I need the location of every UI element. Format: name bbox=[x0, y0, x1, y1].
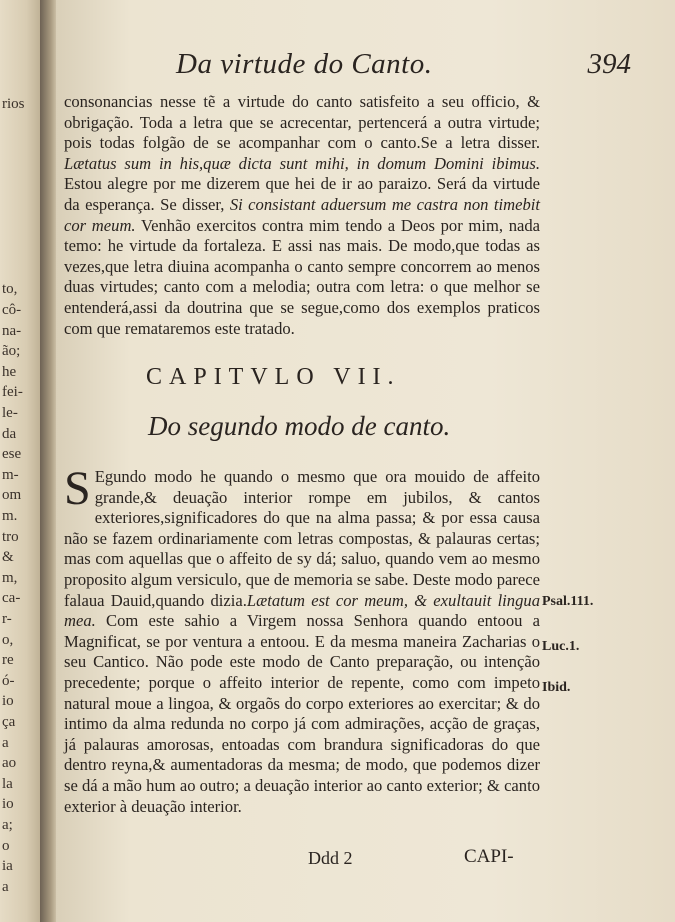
left-page-fragment: o bbox=[2, 837, 10, 854]
left-page-fragment: ca- bbox=[2, 590, 21, 607]
paragraph-2 bbox=[64, 462, 540, 817]
left-page-fragment: io bbox=[2, 693, 14, 710]
drop-cap: S bbox=[64, 462, 91, 515]
paragraph-1-segment: Lætatus sum in his,quæ dicta sunt mihi, in domum Domini ibimus. bbox=[64, 153, 540, 173]
margin-note-psal: Psal.111. bbox=[542, 594, 594, 609]
left-page-fragment: da bbox=[2, 425, 17, 442]
left-page-fragment: ça bbox=[2, 714, 16, 730]
signature-mark: Ddd 2 bbox=[308, 848, 353, 868]
chapter-heading: CAPITVLO VII. bbox=[146, 364, 401, 390]
chapter-subtitle: Do segundo modo de canto. bbox=[148, 411, 451, 441]
left-page-fragment: & bbox=[2, 549, 14, 566]
left-page-fragment: rios bbox=[2, 96, 25, 112]
left-page-fragment: tro bbox=[2, 528, 19, 545]
left-page-fragment: ao bbox=[2, 755, 17, 772]
margin-note-ibid: Ibid. bbox=[542, 680, 571, 695]
left-page-fragment: ia bbox=[2, 858, 13, 875]
left-page-fragment: he bbox=[2, 363, 17, 380]
paragraph-1-segment: consonancias nesse tẽ a virtude do canto satisfeito a seu officio, & obrigação. Toda a letra que se acrecentar, pertencerá a outra virtude; pois todas folgão de se acompanhar com o canto.Se a letra disser. bbox=[64, 92, 540, 153]
paragraph-1 bbox=[64, 92, 540, 339]
left-page-fragment: ó- bbox=[2, 672, 15, 689]
left-page-fragment: om bbox=[2, 487, 22, 504]
paragraph-2-segment: Egundo modo he quando o mesmo que ora mouido de affeito grande,& deuação interior rompe em jubilos, & cantos exteriores,significadores do que na alma passa; & por essa causa não se fazem ordinariamente com letras compostas, & palauras certas; mas com aquellas que o affeito de sy dá; saluo, quando vem ao mesmo proposito algum versiculo, que de memoria se sabe. Deste modo parece falaua Dauid,quando dizia. bbox=[64, 467, 540, 610]
left-page-fragment: m- bbox=[2, 466, 19, 483]
left-page-fragment: to, bbox=[2, 281, 18, 298]
left-page-fragment: ese bbox=[2, 446, 22, 463]
text-block bbox=[64, 92, 594, 816]
page-number: 394 bbox=[587, 48, 631, 80]
left-page-fragment: cô- bbox=[2, 302, 22, 318]
page-header bbox=[176, 46, 646, 82]
left-page-fragment: a bbox=[2, 734, 9, 751]
paragraph-1-segment: Venhão exercitos contra mim tendo a Deos por mim, nada temo: he virtude da fortaleza. E assi nas mais. De modo,que todas as vezes,que letra diuina acompanha o canto sempre concorrem ao menos duas virtudes; canto com a melodia; outra com letra: o que melhor se entenderá,assi da doutrina que se segue,como dos exemplos praticos com que remataremos este tratado. bbox=[64, 215, 541, 338]
left-page-fragment: a; bbox=[2, 817, 13, 833]
left-page-fragment: m, bbox=[2, 569, 18, 586]
left-page-fragment: ão; bbox=[2, 343, 21, 360]
paragraph-1-segment: Si consistant aduersum me castra non timebit cor meum. bbox=[64, 194, 540, 235]
left-page-fragment: re bbox=[2, 652, 14, 669]
margin-note-luc: Luc.1. bbox=[542, 639, 580, 654]
book-page bbox=[56, 0, 675, 922]
paragraph-2-segment: Lætatum est cor meum, & exultauit lingua mea. bbox=[64, 590, 540, 631]
left-page-fragment: la bbox=[2, 775, 13, 792]
left-page-fragment: io bbox=[2, 796, 14, 813]
left-page-fragment: na- bbox=[2, 322, 22, 339]
left-page-fragment: m. bbox=[2, 508, 18, 524]
left-page-edge bbox=[0, 0, 44, 922]
left-page-fragment: o, bbox=[2, 631, 14, 648]
left-page-fragment: fei- bbox=[2, 384, 23, 401]
running-title: Da virtude do Canto. bbox=[176, 48, 433, 80]
paragraph-2-segment: Com este sahio a Virgem nossa Senhora quando entoou a Magnificat, se por ventura a entoou. E da mesma maneira Zacharias o seu Cantico. Não pode este modo de Canto preparação, ou intenção precedente; porque o affeito interior de repente, como com impeto natural moue a lingoa, & orgaõs do corpo exteriores ao exercitar; & do intimo da alma redunda no corpo já com admirações, acção de graças, já palauras amorosas, entoadas com brandura significadoras do que dentro reyna,& aumentadoras da mesma; de modo, que podemos dizer se dá a mão hum ao outro; a deuação interior ao canto exterior; & canto exterior à deuação interior. bbox=[64, 611, 540, 816]
catchword: CAPI- bbox=[464, 846, 514, 867]
paragraph-1-segment: Estou alegre por me dizerem que hei de ir ao paraizo. Será da virtude da esperança. Se disser, bbox=[64, 174, 540, 214]
left-page-fragment: r- bbox=[2, 611, 12, 627]
left-page-fragment: le- bbox=[2, 405, 18, 421]
left-page-fragment: a bbox=[2, 878, 9, 895]
